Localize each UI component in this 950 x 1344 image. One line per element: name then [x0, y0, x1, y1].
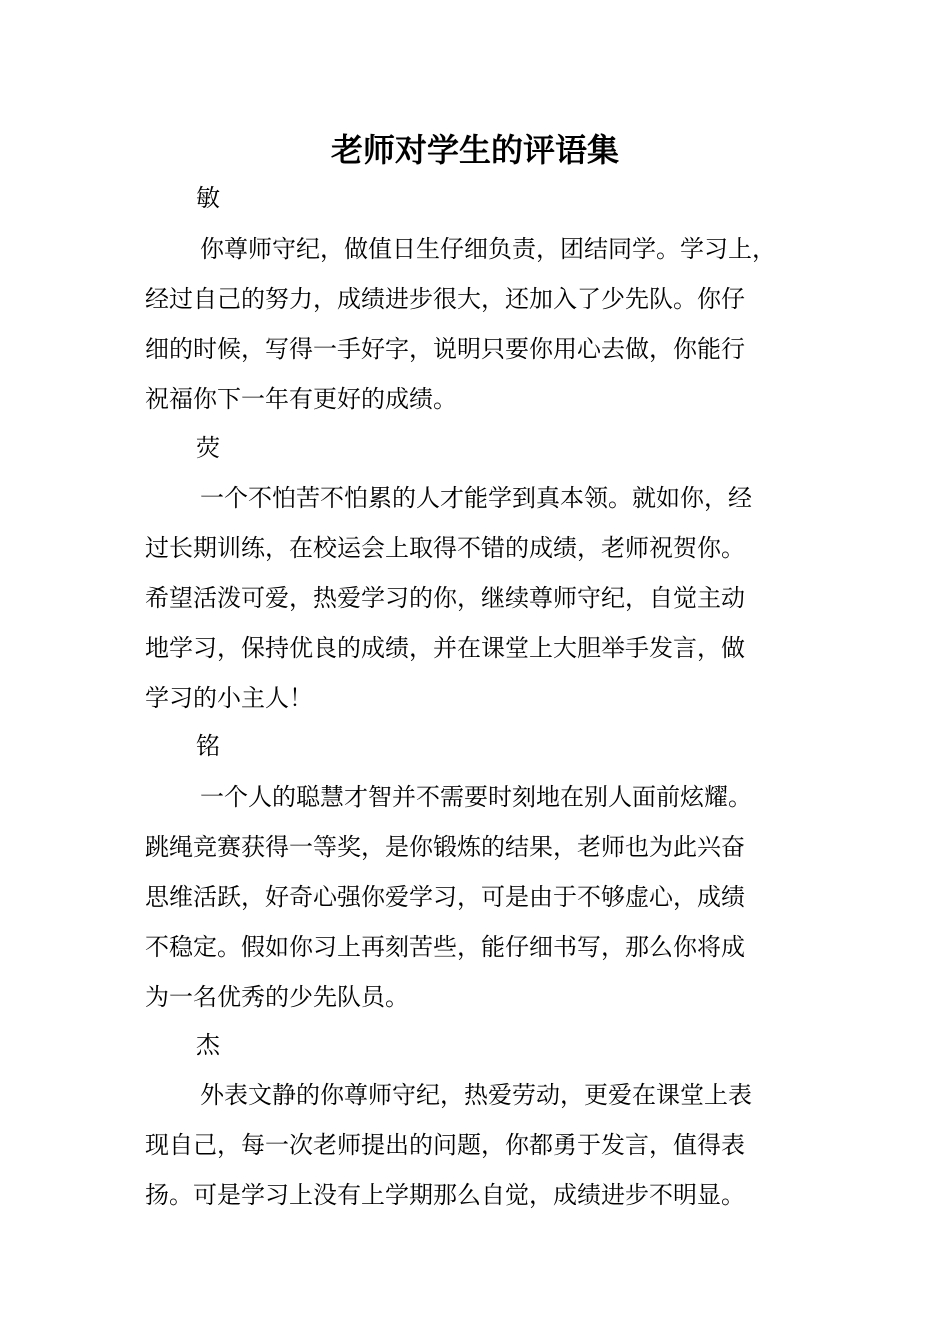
paragraph-line: 为一名优秀的少先队员。 — [145, 983, 409, 1011]
comment-paragraph — [145, 224, 845, 424]
paragraph-line: 一个人的聪慧才智并不需要时刻地在别人面前炫耀。 — [200, 783, 752, 811]
paragraph-line: 细的时候，写得一手好字，说明只要你用心去做，你能行 — [145, 335, 745, 363]
paragraph-line: 思维活跃，好奇心强你爱学习，可是由于不够虚心，成绩 — [145, 883, 745, 911]
paragraph-line: 希望活泼可爱，热爱学习的你，继续尊师守纪，自觉主动 — [145, 584, 745, 612]
document-title: 老师对学生的评语集 — [330, 131, 619, 169]
student-name: 敏 — [196, 184, 220, 212]
student-name: 杰 — [196, 1031, 220, 1059]
student-name: 荧 — [196, 434, 220, 462]
paragraph-line: 过长期训练，在校运会上取得不错的成绩，老师祝贺你。 — [145, 534, 745, 562]
paragraph-line: 不稳定。假如你习上再刻苦些，能仔细书写，那么你将成 — [145, 933, 745, 961]
paragraph-line: 地学习，保持优良的成绩，并在课堂上大胆举手发言，做 — [145, 634, 745, 662]
comment-paragraph — [145, 772, 845, 1022]
paragraph-line: 现自己，每一次老师提出的问题，你都勇于发言，值得表 — [145, 1131, 745, 1159]
paragraph-line: 你尊师守纪，做值日生仔细负责，团结同学。学习上， — [200, 235, 776, 263]
comment-paragraph — [145, 1070, 845, 1220]
paragraph-line: 外表文静的你尊师守纪，热爱劳动，更爱在课堂上表 — [200, 1081, 752, 1109]
paragraph-line: 经过自己的努力，成绩进步很大，还加入了少先队。你仔 — [145, 285, 745, 313]
comment-paragraph — [145, 473, 845, 723]
paragraph-line: 扬。可是学习上没有上学期那么自觉，成绩进步不明显。 — [145, 1181, 745, 1209]
paragraph-line: 学习的小主人！ — [145, 684, 313, 712]
paragraph-line: 跳绳竞赛获得一等奖，是你锻炼的结果，老师也为此兴奋 — [145, 833, 745, 861]
paragraph-line: 一个不怕苦不怕累的人才能学到真本领。就如你，经 — [200, 484, 752, 512]
paragraph-line: 祝福你下一年有更好的成绩。 — [145, 385, 457, 413]
student-name: 铭 — [196, 732, 220, 760]
